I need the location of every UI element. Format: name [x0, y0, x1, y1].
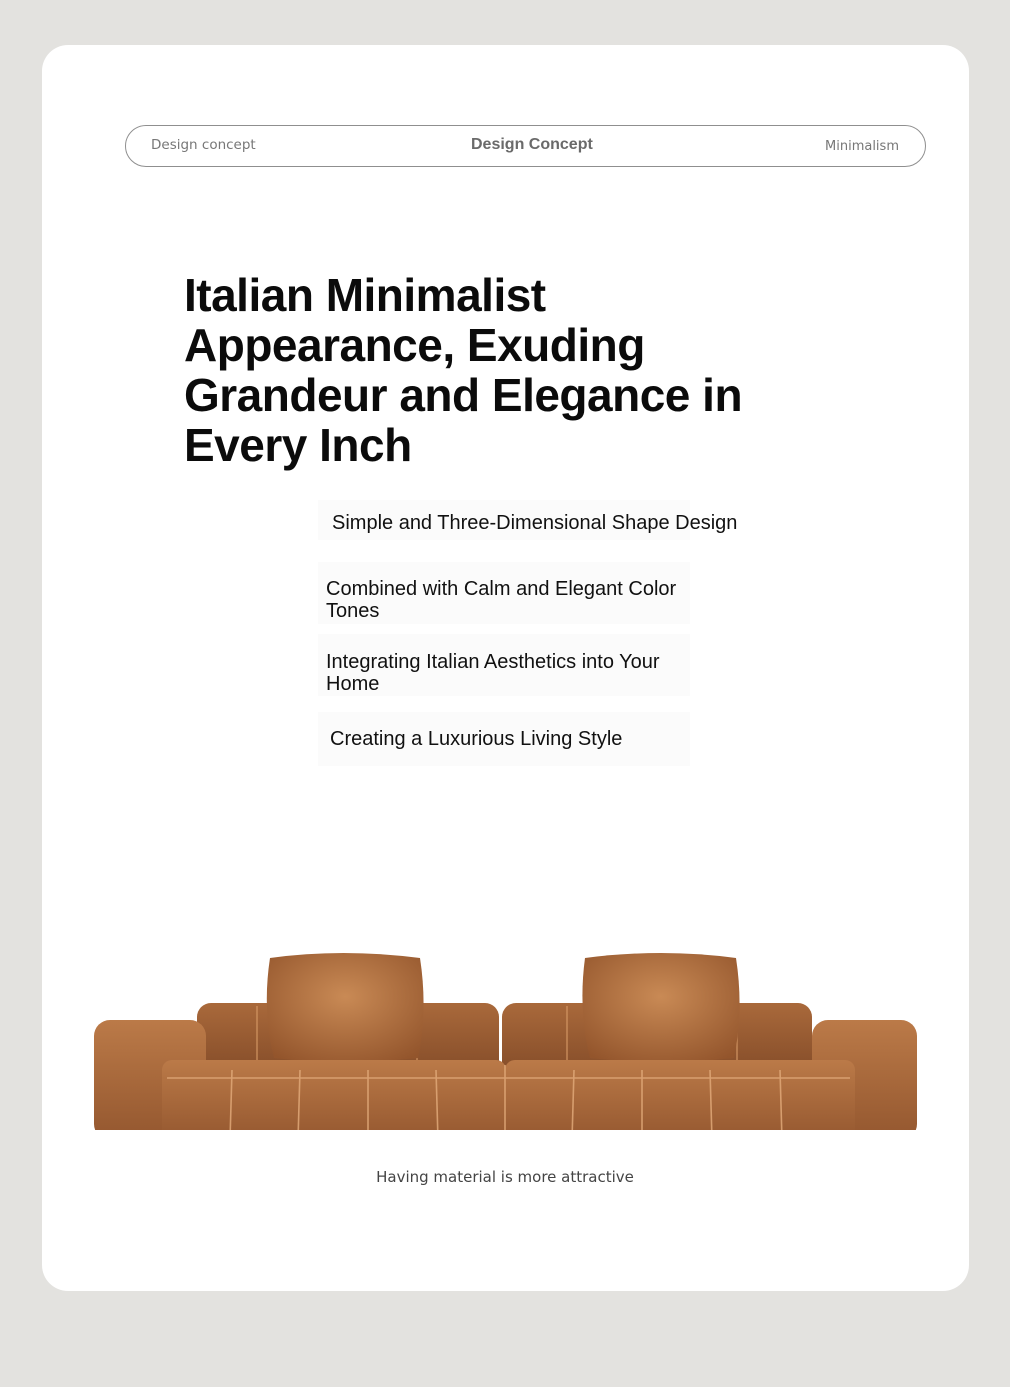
nav-center-label: Design Concept: [471, 136, 593, 153]
caption: Having material is more attractive: [376, 1168, 634, 1186]
seat-right: [505, 1060, 855, 1130]
nav-left-label: Design concept: [151, 137, 256, 153]
feature-item: Simple and Three-Dimensional Shape Design: [318, 500, 690, 540]
seat-left: [162, 1060, 506, 1130]
pillow-right: [582, 953, 739, 1062]
feature-item: Integrating Italian Aesthetics into Your Home: [318, 634, 690, 696]
content-card: [42, 45, 969, 1291]
feature-item: Combined with Calm and Elegant Color Tones: [318, 562, 690, 624]
sofa-image: [42, 900, 969, 1130]
pillow-left: [267, 953, 424, 1062]
headline: Italian Minimalist Appearance, Exuding Grandeur and Elegance in Every Inch: [184, 269, 743, 471]
nav-pill: [125, 125, 926, 167]
nav-right-label: Minimalism: [825, 139, 899, 154]
feature-item: Creating a Luxurious Living Style: [318, 712, 690, 766]
